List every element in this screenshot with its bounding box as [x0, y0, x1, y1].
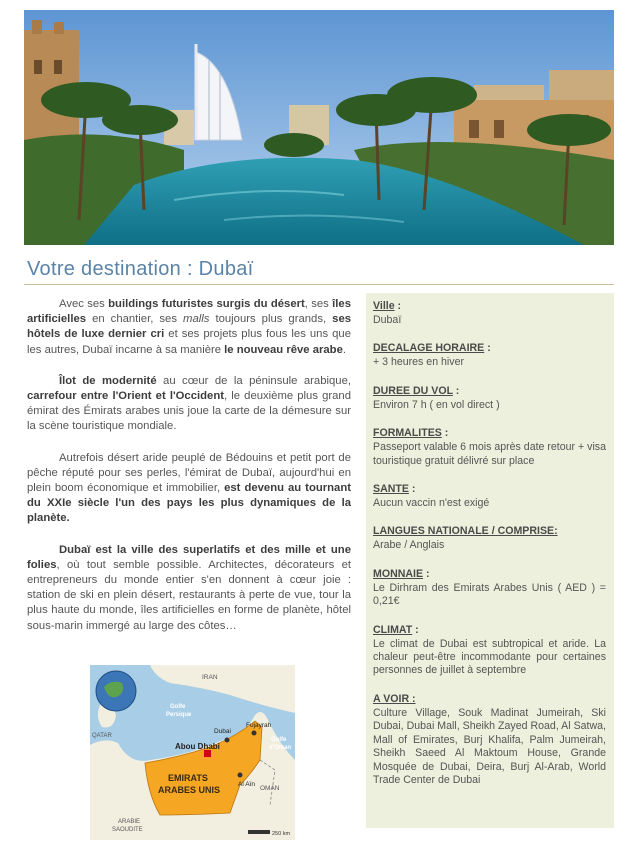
- info-label: A VOIR :: [373, 692, 416, 705]
- intro-text: [27, 297, 351, 650]
- info-label: DUREE DU VOL: [373, 384, 453, 397]
- map-label-golfe-persique-2: Persique: [166, 712, 192, 718]
- info-formalites: FORMALITES : Passeport valable 6 mois après date retour + visa touristique gratuit délivré sur place: [373, 427, 606, 467]
- info-value: Aucun vaccin n'est exigé: [373, 497, 490, 510]
- paragraph-1: Avec ses buildings futuristes surgis du désert, ses îles artificielles en chantier, ses malls toujours plus grands, ses hôtels de luxe dernier cri et ses projets plus fous les uns que les autres, Dubaï incarne à sa manière le nouveau rêve arabe.: [27, 298, 352, 356]
- info-panel: [366, 293, 614, 828]
- paragraph-2: Îlot de modernité au cœur de la péninsule arabique, carrefour entre l'Orient et l'Occident, le deuxième plus grand émirat des Émirats arabes unis joue la carte de la démesure sur la scène touristique mondiale.: [27, 374, 351, 433]
- map-label-oman: OMAN: [260, 785, 280, 792]
- map-label-dubai: Dubai: [214, 728, 231, 735]
- info-monnaie: MONNAIE : Le Dirhram des Emirats Arabes Unis ( AED ) = 0,21€: [373, 567, 606, 608]
- info-sante: SANTE : Aucun vaccin n'est exigé: [373, 482, 606, 510]
- info-label: MONNAIE: [373, 567, 424, 580]
- info-label: Ville: [373, 300, 395, 312]
- info-value: Le Dirhram des Emirats Arabes Unis ( AED ) = 0,21€: [373, 581, 606, 608]
- paragraph-4: Dubaï est la ville des superlatifs et des mille et une folies, où tout semble possible. Architectes, décorateurs et entrepreneurs du monde entier s'en donnent à cœur joie : station de ski en plein désert, restaurants à perte de vue, tour la plus haute du monde, îles artificielles en forme de planète, hôtel sous-marin immergé au large des côtes…: [27, 543, 351, 632]
- map-label-golfe-oman-1: Golfe: [271, 737, 287, 743]
- info-a-voir: [373, 692, 606, 787]
- info-label: SANTE: [373, 483, 409, 496]
- info-label: LANGUES NATIONALE / COMPRISE:: [373, 525, 558, 538]
- info-value: Passeport valable 6 mois après date retour + visa touristique gratuit délivré sur place: [373, 441, 606, 467]
- map-label-saoudite: SAOUDITE: [112, 827, 143, 833]
- info-value: Arabe / Anglais: [373, 539, 445, 552]
- title-divider: [24, 284, 614, 285]
- paragraph-3: Autrefois désert aride peuplé de Bédouins et petit port de pêche réputé pour ses perles, l'émirat de Dubaï, aujourd'hui en plein boom économique et immobilier, est devenu au tournant du XXIe siècle l'un des pays les plus dynamiques de la planète.: [27, 451, 351, 525]
- map-label-qatar: QATAR: [92, 733, 112, 739]
- map-label-golfe-persique-1: Golfe: [170, 704, 186, 710]
- map-scale-label: 250 km: [272, 831, 291, 837]
- info-langues: [373, 524, 606, 552]
- info-ville: Ville : Dubaï: [373, 299, 606, 327]
- map-label-emirats: EMIRATS: [168, 773, 208, 783]
- info-value: Environ 7 h ( en vol direct ): [373, 398, 500, 411]
- map-label-golfe-oman-2: d'Oman: [269, 745, 292, 751]
- map-label-arabes-unis: ARABES UNIS: [158, 785, 221, 795]
- info-value: Culture Village, Souk Madinat Jumeirah, Ski Dubai, Dubai Mall, Sheikh Zayed Road, Al Satwa, Mall of Emirates, Burj Khalifa, Palm Jumeirah, Sheikh Saeed Al Maktoum House, Grande Mosquée de Dubai, Deira, Burj Al-Arab, World Trade Center de Dubai: [373, 706, 606, 786]
- info-label: CLIMAT: [373, 623, 413, 636]
- info-value: Le climat de Dubai est subtropical et aride. La chaleur peut-être incommodante pour certaines personnes de juillet à septembre: [373, 637, 606, 677]
- map-label-al-ain: Al Aïn: [238, 781, 255, 788]
- map-label-fujayrah: Fujayrah: [246, 722, 272, 729]
- info-value: Dubaï: [373, 314, 402, 326]
- hero-photo: [24, 10, 614, 245]
- map-label-abou-dhabi: Abou Dhabi: [175, 742, 220, 751]
- info-value: + 3 heures en hiver: [373, 356, 464, 369]
- map-label-arabie: ARABIE: [118, 819, 141, 825]
- uae-map: [90, 665, 295, 840]
- info-label: DECALAGE HORAIRE: [373, 342, 485, 355]
- info-label: FORMALITES: [373, 427, 442, 440]
- map-label-iran: IRAN: [202, 674, 218, 681]
- page-title: Votre destination : Dubaï: [27, 258, 254, 280]
- info-duree-vol: DUREE DU VOL : Environ 7 h ( en vol direct ): [373, 384, 606, 412]
- info-decalage-horaire: DECALAGE HORAIRE : + 3 heures en hiver: [373, 341, 606, 369]
- map-scale-bar: [248, 830, 270, 834]
- info-climat: CLIMAT : Le climat de Dubai est subtropical et aride. La chaleur peut-être incommodante pour certaines personnes de juillet à septembre: [373, 623, 606, 677]
